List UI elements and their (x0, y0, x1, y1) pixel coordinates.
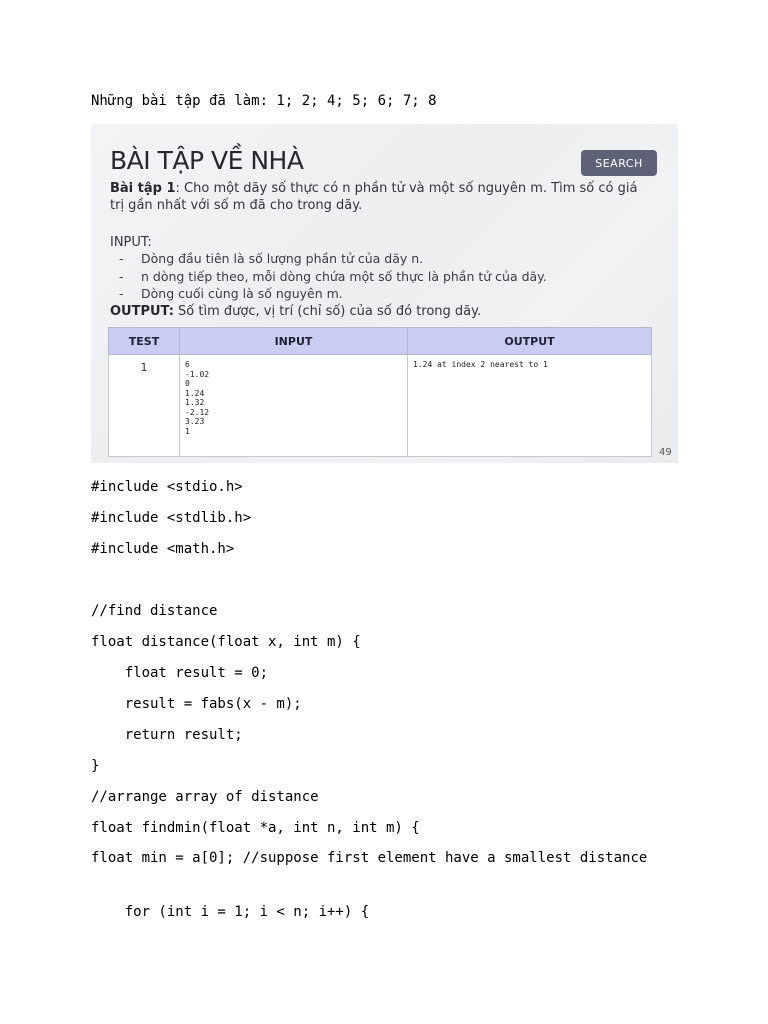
slide-page-number: 49 (659, 447, 672, 458)
code-line: float min = a[0]; //suppose first element have a smallest distance (91, 850, 648, 866)
output-description (110, 303, 481, 320)
output-value: 1.24 at index 2 nearest to 1 (413, 360, 548, 369)
heading-text: Những bài tập đã làm: 1; 2; 4; 5; 6; 7; 8 (91, 93, 437, 109)
input-cell (180, 355, 408, 457)
code-line: float distance(float x, int m) { (91, 634, 361, 650)
code-line: #include <stdlib.h> (91, 510, 252, 526)
exercise-text: : Cho một dãy số thực có n phần tử và một số nguyên m. Tìm số có giá trị gần nhất với số m đã cho trong dãy. (110, 181, 638, 213)
output-label: OUTPUT: (110, 304, 174, 319)
assignment-slide-image (91, 124, 678, 463)
header-input: INPUT (180, 328, 408, 355)
slide-title: BÀI TẬP VỀ NHÀ (110, 146, 304, 175)
test-table (108, 327, 652, 457)
exercise-label: Bài tập 1 (110, 181, 176, 196)
header-test: TEST (109, 328, 180, 355)
code-line: result = fabs(x - m); (91, 696, 302, 712)
header-output: OUTPUT (408, 328, 652, 355)
output-text: Số tìm được, vị trí (chỉ số) của số đó trong dãy. (173, 304, 482, 319)
test-cell: 1 (109, 355, 180, 457)
code-line: //arrange array of distance (91, 789, 319, 805)
input-label: INPUT: (110, 235, 152, 250)
input-bullet: - n dòng tiếp theo, mỗi dòng chứa một số thực là phần tử của dãy. (119, 269, 547, 284)
output-cell (408, 355, 652, 457)
input-bullet: - Dòng đầu tiên là số lượng phần tử của dãy n. (119, 251, 424, 266)
table-row (109, 355, 652, 457)
input-values: 6 -1.02 0 1.24 1.32 -2.12 3.23 1 (185, 360, 210, 436)
code-line: for (int i = 1; i < n; i++) { (91, 904, 370, 920)
code-line: float findmin(float *a, int n, int m) { (91, 820, 420, 836)
table-header-row (109, 328, 652, 355)
code-line: //find distance (91, 603, 218, 619)
code-line: #include <math.h> (91, 541, 235, 557)
search-button: SEARCH (581, 150, 657, 176)
code-line: } (91, 758, 100, 774)
code-line: #include <stdio.h> (91, 479, 243, 495)
exercise-description (110, 180, 650, 214)
code-line: float result = 0; (91, 665, 269, 681)
code-line: return result; (91, 727, 243, 743)
input-bullet: - Dòng cuối cùng là số nguyên m. (119, 286, 343, 301)
